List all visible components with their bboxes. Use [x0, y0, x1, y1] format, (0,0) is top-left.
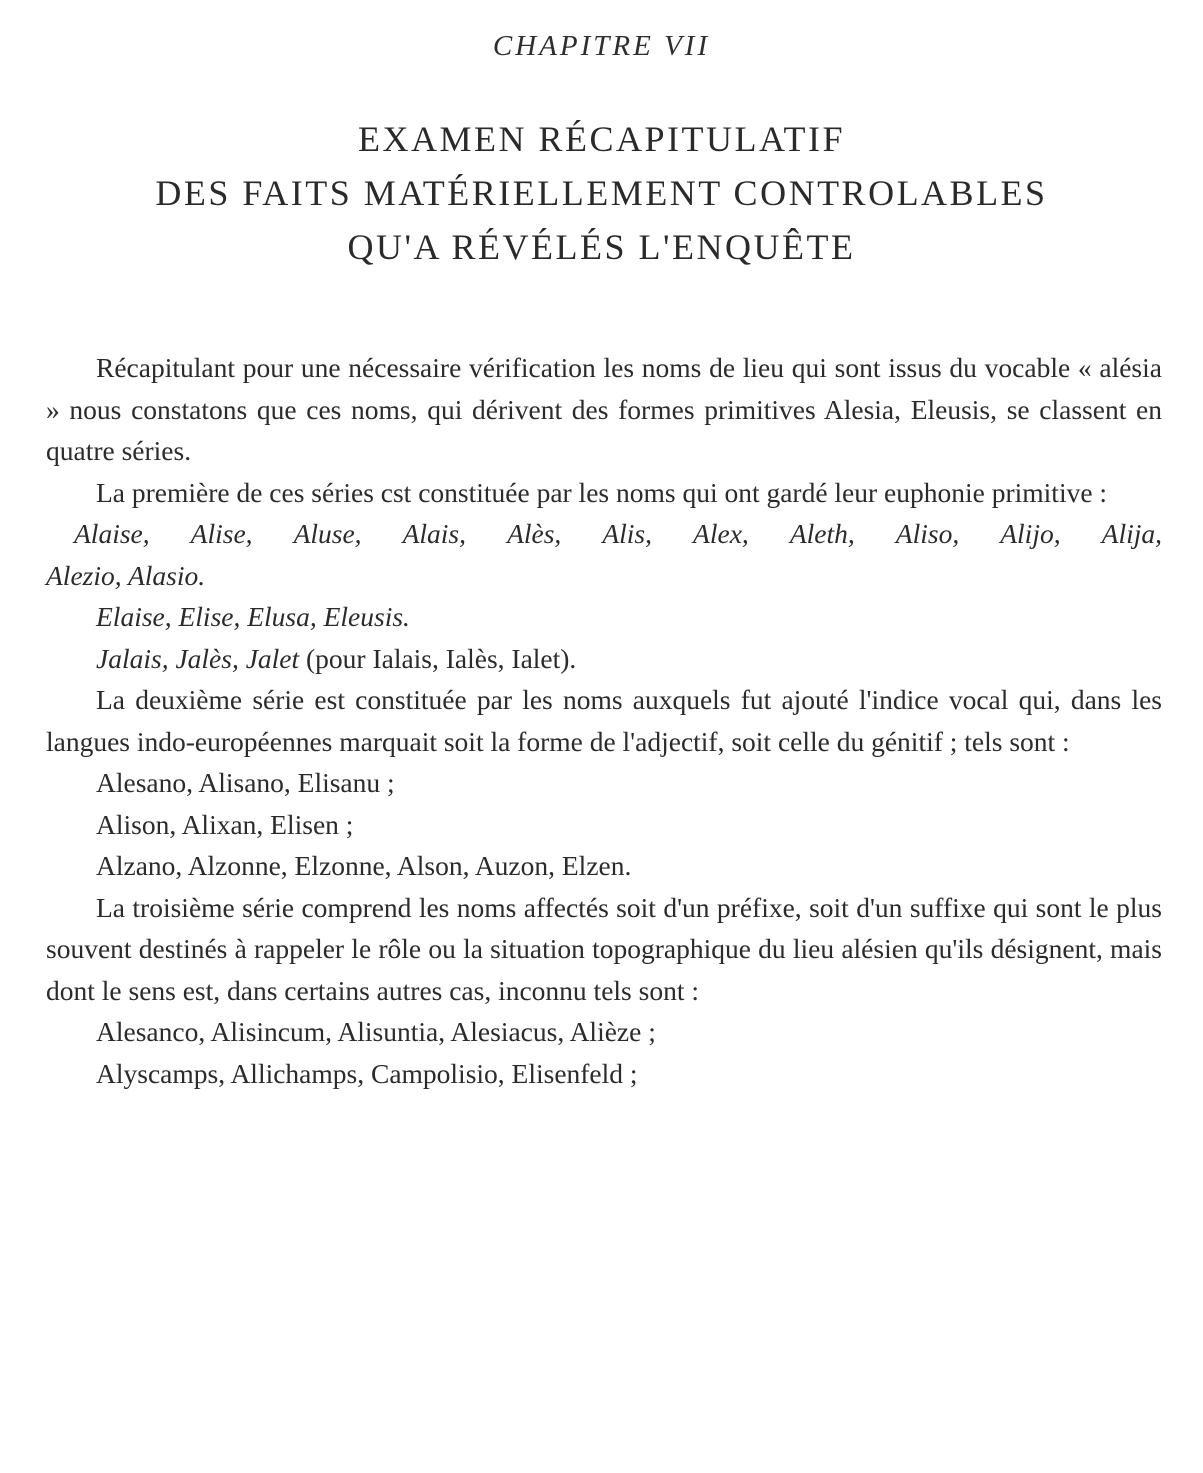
- title-line-2: DES FAITS MATÉRIELLEMENT CONTROLABLES: [155, 173, 1048, 213]
- place-list-alison: Alison, Alixan, Elisen ;: [96, 808, 354, 840]
- place-list-alyscamps: Alyscamps, Allichamps, Campolisio, Elisenfeld ;: [96, 1057, 638, 1089]
- chapter-heading: CHAPITRE VII: [492, 30, 711, 62]
- paragraph-third-series: La troisième série comprend les noms affectés soit d'un préfixe, soit d'un suffixe qui sont le plus souvent destinés à rappeler le rôle ou la situation topographique du lieu alésien qu'ils désignent, mais dont le sens est, dans certains autres cas, inconnu tels sont :: [46, 891, 1162, 1006]
- place-list-elaise-text: Elaise, Elise, Elusa, Eleusis.: [96, 601, 410, 632]
- place-list-alesano: Alesano, Alisano, Elisanu ;: [96, 767, 395, 798]
- place-list-jalais-note: (pour Ialais, Ialès, Ialet).: [299, 642, 577, 674]
- place-list-alzano: Alzano, Alzonne, Elzonne, Alson, Auzon, Elzen.: [96, 850, 632, 881]
- place-list-alezio: [46, 555, 1162, 597]
- place-list-elaise: [46, 596, 1162, 638]
- place-list-alesanco: Alesanco, Alisincum, Alisuntia, Alesiacus, Alièze ;: [96, 1016, 656, 1047]
- title-line-1: EXAMEN RÉCAPITULATIF: [358, 119, 845, 159]
- title-line-3: QU'A RÉVÉLÉS L'ENQUÊTE: [347, 227, 856, 267]
- place-list-jalais-italic: Jalais, Jalès, Jalet: [96, 642, 300, 674]
- paragraph-second-series: La deuxième série est constituée par les noms auxquels fut ajouté l'indice vocal qui, dans les langues indo-européennes marquait soit la forme de l'adjectif, soit celle du génitif ; tels sont :: [46, 684, 1162, 757]
- place-list-alaise: [46, 513, 1162, 555]
- chapter-title: [0, 112, 1203, 274]
- body-text: [46, 347, 1162, 1094]
- place-list-alaise-text: Alaise, Alise, Aluse, Alais, Alès, Alis, Alex, Aleth, Aliso, Alijo, Alija,: [74, 518, 1162, 549]
- place-list-jalais: [46, 638, 1162, 680]
- paragraph-first-series: La première de ces séries cst constituée par les noms qui ont gardé leur euphonie primitive :: [96, 476, 1108, 508]
- paragraph-intro: Récapitulant pour une nécessaire vérification les noms de lieu qui sont issus du vocable « alésia » nous constatons que ces noms, qui dérivent des formes primitives Alesia, Eleusis, se classent en quatre séries.: [46, 352, 1162, 466]
- place-list-alezio-text: Alezio, Alasio.: [46, 559, 206, 591]
